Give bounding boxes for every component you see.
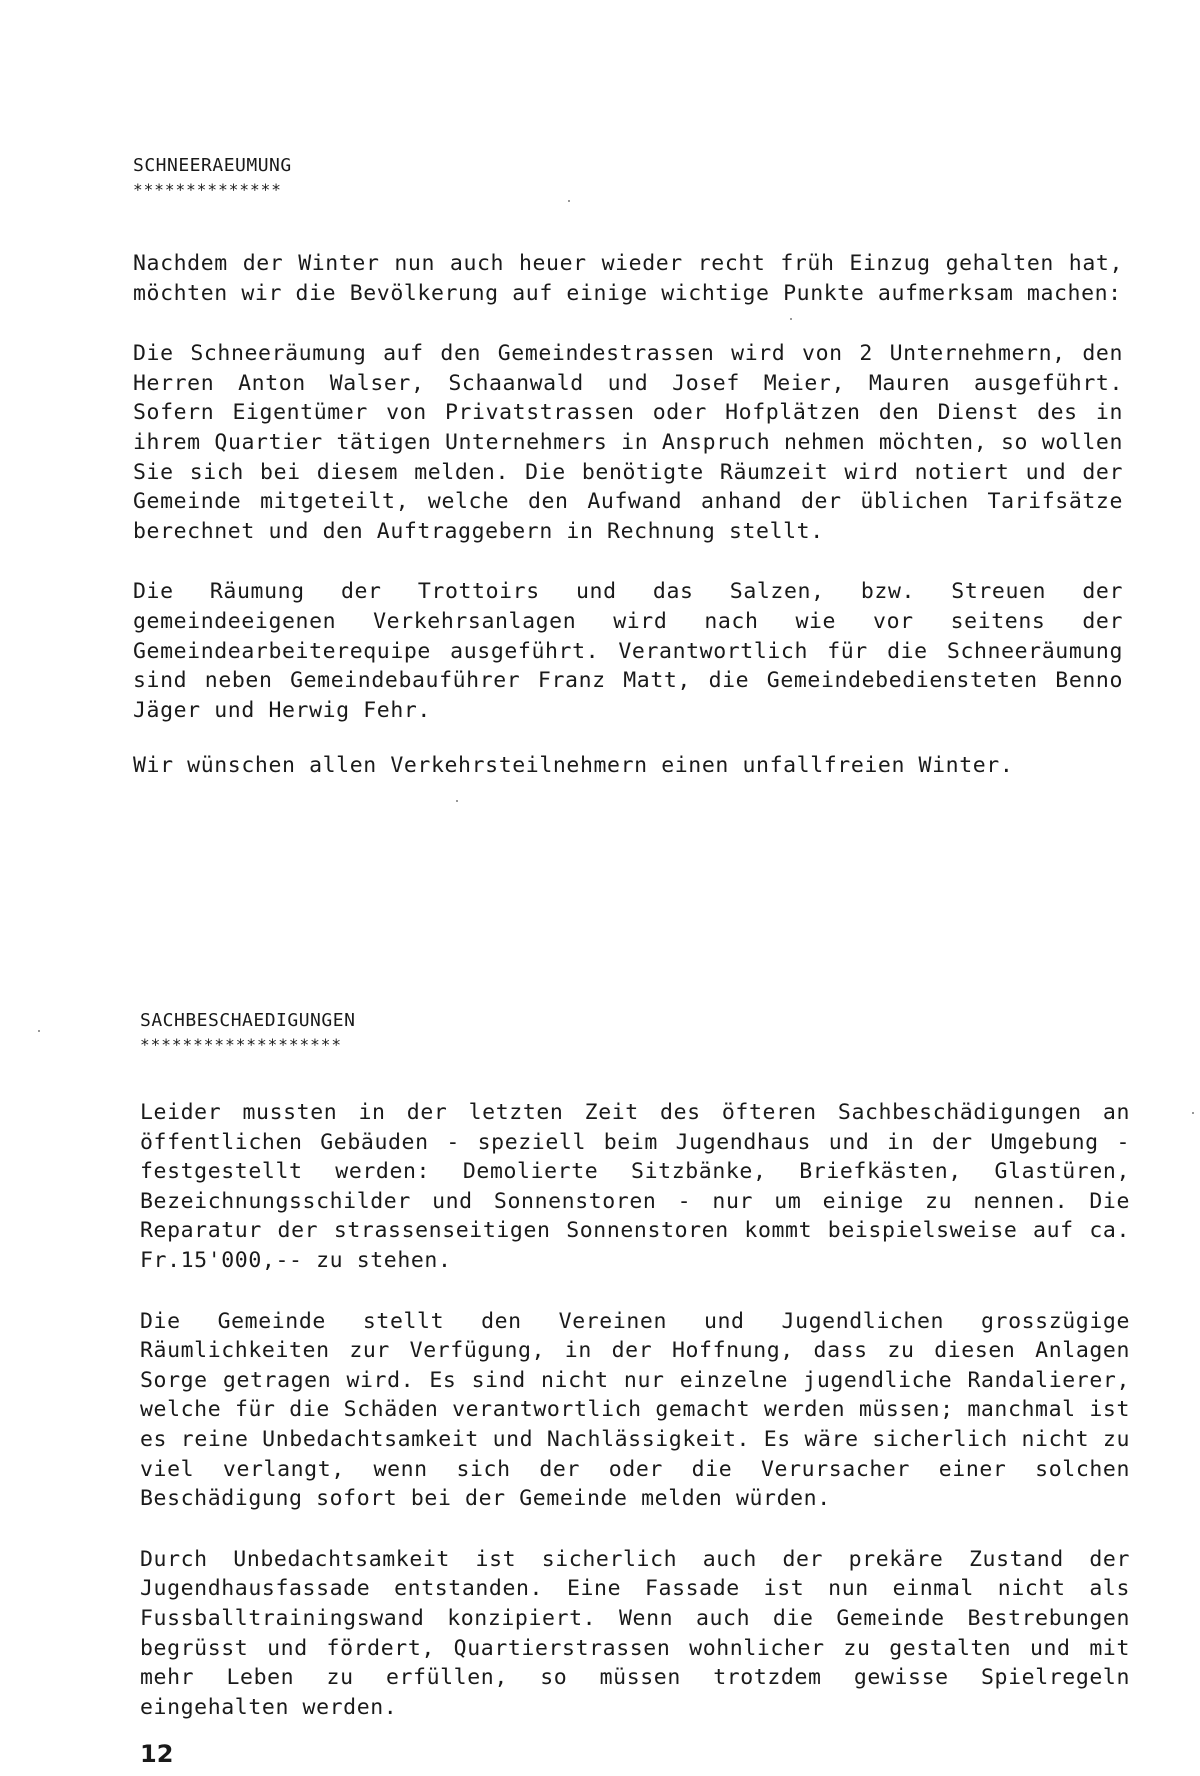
paragraph: Die Gemeinde stellt den Vereinen und Jugendlichen grosszügige Räumlichkeiten zur Verfügung, in der Hoffnung, dass zu diesen Anlagen Sorge getragen wird. Es sind nicht nur einzelne jugendliche Randalierer, welche für die Schäden verantwortlich gemacht werden müssen; manchmal ist es reine Unbedachtsamkeit und Nachlässigkeit. Es wäre sicherlich nicht zu viel verlangt, wenn sich der oder die Verursacher einer solchen Beschädigung sofort bei der Gemeinde melden würden.	[140, 1308, 1130, 1512]
section-heading: SCHNEERAEUMUNG	[133, 155, 292, 176]
heading-underline: *******************	[140, 1035, 343, 1054]
scan-speck	[1192, 1112, 1194, 1114]
scan-speck	[568, 200, 570, 202]
paragraph: Leider mussten in der letzten Zeit des öfteren Sachbeschädigungen an öffentlichen Gebäuden - speziell beim Jugendhaus und in der Umgebung - festgestellt werden: Demolierte Sitzbänke, Briefkästen, Glastüren, Bezeichnungsschilder und Sonnenstoren - nur um einige zu nennen. Die Reparatur der strassenseitigen Sonnenstoren kommt beispielsweise auf ca. Fr.15'000,-- zu stehen.	[140, 1100, 1130, 1273]
scan-speck	[38, 1030, 40, 1032]
scan-speck	[790, 318, 792, 320]
heading-underline: **************	[133, 180, 282, 199]
page-number: 12	[140, 1740, 174, 1768]
paragraph: Die Schneeräumung auf den Gemeindestrassen wird von 2 Unternehmern, den Herren Anton Walser, Schaanwald und Josef Meier, Mauren ausgeführt. Sofern Eigentümer von Privatstrassen oder Hofplätzen den Dienst des in ihrem Quartier tätigen Unternehmers in Anspruch nehmen möchten, so wollen Sie sich bei diesem melden. Die benötigte Räumzeit wird notiert und der Gemeinde mitgeteilt, welche den Aufwand anhand der üblichen Tarifsätze berechnet und den Auftraggebern in Rechnung stellt.	[133, 341, 1123, 544]
paragraph: Durch Unbedachtsamkeit ist sicherlich auch der prekäre Zustand der Jugendhausfassade entstanden. Eine Fassade ist nun einmal nicht als Fussballtrainingswand konzipiert. Wenn auch die Gemeinde Bestrebungen begrüsst und fördert, Quartierstrassen wohnlicher zu gestalten und mit mehr Leben zu erfüllen, so müssen trotzdem gewisse Spielregeln eingehalten werden.	[140, 1546, 1130, 1720]
paragraph: Die Räumung der Trottoirs und das Salzen, bzw. Streuen der gemeindeeigenen Verkehrsanlagen wird nach wie vor seitens der Gemeindearbeiterequipe ausgeführt. Verantwortlich für die Schneeräumung sind neben Gemeindebauführer Franz Matt, die Gemeindebediensteten Benno Jäger und Herwig Fehr.	[133, 579, 1123, 723]
section-heading: SACHBESCHAEDIGUNGEN	[140, 1010, 356, 1031]
paragraph: Wir wünschen allen Verkehrsteilnehmern einen unfallfreien Winter.	[133, 753, 1014, 779]
section-schneeraeumung	[133, 155, 1123, 781]
paragraph: Nachdem der Winter nun auch heuer wieder recht früh Einzug gehalten hat, möchten wir die Bevölkerung auf einige wichtige Punkte aufmerksam machen:	[133, 251, 1123, 306]
scan-speck	[456, 800, 458, 802]
section-sachbeschaedigungen	[140, 1010, 1130, 1722]
